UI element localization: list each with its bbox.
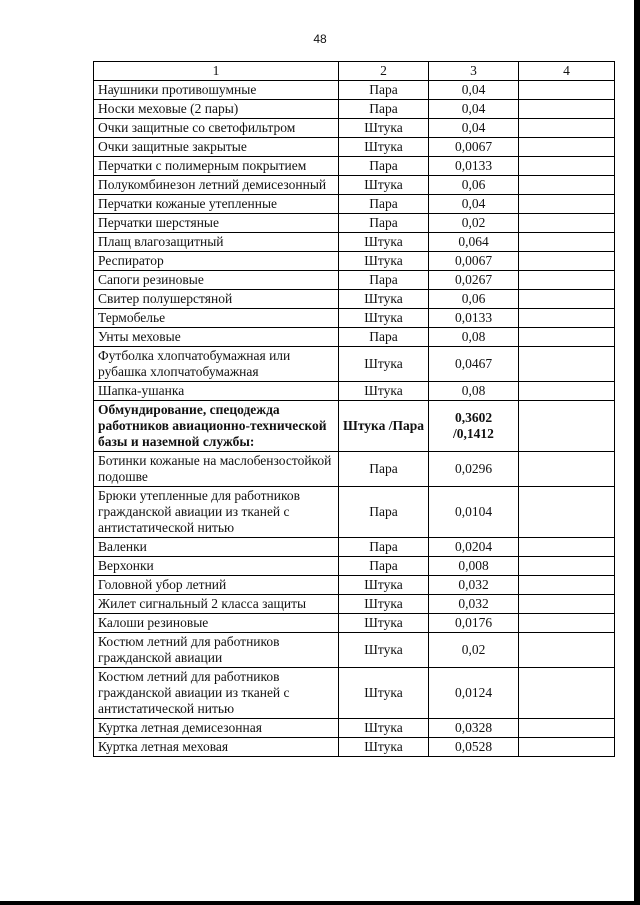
table-row	[94, 328, 615, 347]
norm-value-cell: 0,0067	[429, 138, 519, 157]
note-cell	[519, 538, 615, 557]
table-row	[94, 576, 615, 595]
unit-cell: Штука	[339, 719, 429, 738]
item-name-cell: Свитер полушерстяной	[94, 290, 339, 309]
table-row	[94, 347, 615, 382]
item-name-cell: Плащ влагозащитный	[94, 233, 339, 252]
table-row	[94, 176, 615, 195]
norm-value-cell: 0,08	[429, 382, 519, 401]
note-cell	[519, 382, 615, 401]
note-cell	[519, 100, 615, 119]
column-header-4: 4	[519, 62, 615, 81]
note-cell	[519, 557, 615, 576]
item-name-cell: Сапоги резиновые	[94, 271, 339, 290]
table-row	[94, 538, 615, 557]
item-name-cell: Перчатки кожаные утепленные	[94, 195, 339, 214]
note-cell	[519, 195, 615, 214]
unit-cell: Пара	[339, 557, 429, 576]
item-name-cell: Обмундирование, спецодежда работников авиационно-технической базы и наземной службы:	[94, 401, 339, 452]
note-cell	[519, 719, 615, 738]
norm-value-cell: 0,3602 /0,1412	[429, 401, 519, 452]
note-cell	[519, 119, 615, 138]
note-cell	[519, 633, 615, 668]
norm-value-cell: 0,04	[429, 119, 519, 138]
item-name-cell: Ботинки кожаные на маслобензостойкой подошве	[94, 452, 339, 487]
table-row	[94, 452, 615, 487]
table-row	[94, 668, 615, 719]
note-cell	[519, 347, 615, 382]
item-name-cell: Респиратор	[94, 252, 339, 271]
note-cell	[519, 176, 615, 195]
unit-cell: Пара	[339, 452, 429, 487]
norm-value-cell: 0,04	[429, 195, 519, 214]
note-cell	[519, 233, 615, 252]
norm-value-cell: 0,032	[429, 576, 519, 595]
item-name-cell: Футболка хлопчатобумажная или рубашка хлопчатобумажная	[94, 347, 339, 382]
unit-cell: Пара	[339, 538, 429, 557]
note-cell	[519, 576, 615, 595]
note-cell	[519, 290, 615, 309]
scan-border-bottom	[0, 901, 640, 905]
item-name-cell: Костюм летний для работников гражданской авиации из тканей с антистатической нитью	[94, 668, 339, 719]
note-cell	[519, 487, 615, 538]
note-cell	[519, 452, 615, 487]
norm-value-cell: 0,0176	[429, 614, 519, 633]
norm-value-cell: 0,04	[429, 81, 519, 100]
norm-value-cell: 0,0204	[429, 538, 519, 557]
item-name-cell: Куртка летная демисезонная	[94, 719, 339, 738]
norm-value-cell: 0,064	[429, 233, 519, 252]
note-cell	[519, 595, 615, 614]
norm-value-cell: 0,008	[429, 557, 519, 576]
norm-value-cell: 0,0328	[429, 719, 519, 738]
note-cell	[519, 271, 615, 290]
unit-cell: Штука	[339, 176, 429, 195]
table-header-row	[94, 62, 615, 81]
table-row	[94, 487, 615, 538]
scan-border-right	[634, 0, 640, 905]
table-row	[94, 309, 615, 328]
note-cell	[519, 214, 615, 233]
note-cell	[519, 309, 615, 328]
unit-cell: Пара	[339, 100, 429, 119]
item-name-cell: Брюки утепленные для работников гражданской авиации из тканей с антистатической нитью	[94, 487, 339, 538]
column-header-1: 1	[94, 62, 339, 81]
table-row	[94, 614, 615, 633]
norm-value-cell: 0,0267	[429, 271, 519, 290]
item-name-cell: Термобелье	[94, 309, 339, 328]
norm-value-cell: 0,04	[429, 100, 519, 119]
unit-cell: Штука	[339, 347, 429, 382]
item-name-cell: Жилет сигнальный 2 класса защиты	[94, 595, 339, 614]
unit-cell: Штука	[339, 614, 429, 633]
note-cell	[519, 252, 615, 271]
item-name-cell: Головной убор летний	[94, 576, 339, 595]
norm-value-cell: 0,032	[429, 595, 519, 614]
table-row	[94, 157, 615, 176]
unit-cell: Пара	[339, 271, 429, 290]
unit-cell: Штука	[339, 233, 429, 252]
item-name-cell: Перчатки шерстяные	[94, 214, 339, 233]
norm-value-cell: 0,06	[429, 290, 519, 309]
table-row	[94, 119, 615, 138]
item-name-cell: Калоши резиновые	[94, 614, 339, 633]
page-number: 48	[313, 32, 327, 46]
norm-value-cell: 0,0124	[429, 668, 519, 719]
table-row	[94, 557, 615, 576]
note-cell	[519, 401, 615, 452]
item-name-cell: Полукомбинезон летний демисезонный	[94, 176, 339, 195]
norm-value-cell: 0,02	[429, 214, 519, 233]
item-name-cell: Очки защитные со светофильтром	[94, 119, 339, 138]
norm-value-cell: 0,0104	[429, 487, 519, 538]
table-row	[94, 719, 615, 738]
table-row	[94, 100, 615, 119]
item-name-cell: Шапка-ушанка	[94, 382, 339, 401]
note-cell	[519, 668, 615, 719]
table-row	[94, 195, 615, 214]
unit-cell: Штука	[339, 382, 429, 401]
table-row	[94, 252, 615, 271]
norm-value-cell: 0,0133	[429, 309, 519, 328]
unit-cell: Пара	[339, 328, 429, 347]
norm-value-cell: 0,02	[429, 633, 519, 668]
column-header-2: 2	[339, 62, 429, 81]
unit-cell: Штука	[339, 252, 429, 271]
item-name-cell: Очки защитные закрытые	[94, 138, 339, 157]
unit-cell: Пара	[339, 195, 429, 214]
table-row	[94, 738, 615, 757]
unit-cell: Штука	[339, 119, 429, 138]
table-body	[94, 81, 615, 757]
unit-cell: Штука	[339, 738, 429, 757]
note-cell	[519, 157, 615, 176]
item-name-cell: Валенки	[94, 538, 339, 557]
item-name-cell: Наушники противошумные	[94, 81, 339, 100]
table-row	[94, 271, 615, 290]
unit-cell: Штука	[339, 138, 429, 157]
norm-value-cell: 0,0528	[429, 738, 519, 757]
table-row	[94, 214, 615, 233]
item-name-cell: Носки меховые (2 пары)	[94, 100, 339, 119]
table-row	[94, 290, 615, 309]
norms-table	[93, 61, 615, 757]
norm-value-cell: 0,0296	[429, 452, 519, 487]
table-row	[94, 595, 615, 614]
table-row	[94, 233, 615, 252]
unit-cell: Штука	[339, 290, 429, 309]
norm-value-cell: 0,0133	[429, 157, 519, 176]
note-cell	[519, 328, 615, 347]
item-name-cell: Перчатки с полимерным покрытием	[94, 157, 339, 176]
norm-value-cell: 0,06	[429, 176, 519, 195]
unit-cell: Штука	[339, 576, 429, 595]
norm-value-cell: 0,08	[429, 328, 519, 347]
item-name-cell: Унты меховые	[94, 328, 339, 347]
unit-cell: Пара	[339, 157, 429, 176]
table-row	[94, 138, 615, 157]
norm-value-cell: 0,0467	[429, 347, 519, 382]
item-name-cell: Куртка летная меховая	[94, 738, 339, 757]
unit-cell: Пара	[339, 81, 429, 100]
unit-cell: Штука	[339, 309, 429, 328]
note-cell	[519, 138, 615, 157]
note-cell	[519, 738, 615, 757]
item-name-cell: Верхонки	[94, 557, 339, 576]
norm-value-cell: 0,0067	[429, 252, 519, 271]
unit-cell: Штука	[339, 595, 429, 614]
unit-cell: Штука	[339, 633, 429, 668]
column-header-3: 3	[429, 62, 519, 81]
table-row	[94, 81, 615, 100]
table-row	[94, 633, 615, 668]
table-row	[94, 401, 615, 452]
unit-cell: Штука /Пара	[339, 401, 429, 452]
note-cell	[519, 81, 615, 100]
unit-cell: Пара	[339, 487, 429, 538]
table-row	[94, 382, 615, 401]
item-name-cell: Костюм летний для работников гражданской авиации	[94, 633, 339, 668]
note-cell	[519, 614, 615, 633]
unit-cell: Штука	[339, 668, 429, 719]
unit-cell: Пара	[339, 214, 429, 233]
